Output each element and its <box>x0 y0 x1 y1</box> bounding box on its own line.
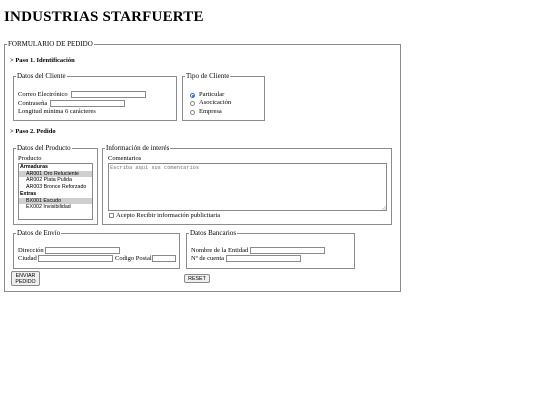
address-label: Dirección <box>18 247 44 254</box>
postal-code-field[interactable] <box>152 255 176 262</box>
radio-empresa[interactable] <box>190 110 195 115</box>
product-group-extras: Extras <box>20 190 37 197</box>
product-option[interactable]: AR001 Oro Reluciente <box>19 171 92 178</box>
product-option[interactable]: AR003 Bronce Reforzado <box>26 184 87 191</box>
product-listbox[interactable] <box>18 163 93 220</box>
product-legend: Datos del Producto <box>17 144 71 152</box>
password-hint: Longitud mínima 6 carácteres <box>18 108 96 115</box>
reset-button[interactable]: RESET <box>184 274 210 283</box>
radio-asociacion-label: Asocicación <box>199 99 232 106</box>
product-group-armaduras: Armaduras <box>20 164 48 170</box>
product-label: Producto <box>18 155 42 162</box>
city-label: Ciudad <box>18 255 37 262</box>
radio-empresa-label: Empresa <box>199 108 222 115</box>
client-data-legend: Datos del Cliente <box>17 72 66 80</box>
publicity-label: Acepto Recibir información publicitaria <box>116 212 221 219</box>
submit-button-label-line1: ENVIAR <box>15 273 36 279</box>
radio-asociacion[interactable] <box>190 101 195 106</box>
publicity-checkbox[interactable] <box>109 213 114 218</box>
info-legend: Información de interés <box>106 144 170 152</box>
comments-label: Comentarios <box>108 155 142 162</box>
client-type-legend: Tipo de Cliente <box>186 72 230 80</box>
step2-title: > Paso 2. Pedido <box>10 128 56 135</box>
postal-code-label: Codigo Postal <box>115 255 152 262</box>
page-title: INDUSTRIAS STARFUERTE <box>4 9 204 25</box>
entity-field[interactable] <box>250 247 325 254</box>
address-field[interactable] <box>45 247 120 254</box>
step1-title: > Paso 1. Identificación <box>10 57 75 64</box>
password-field[interactable] <box>50 100 125 107</box>
radio-particular[interactable] <box>190 93 195 98</box>
shipping-legend: Datos de Envío <box>17 229 61 237</box>
submit-order-button[interactable] <box>11 271 40 286</box>
email-label: Correo Electrónico <box>18 91 68 98</box>
entity-label: Nombre de la Entidad <box>191 247 249 254</box>
account-label: Nº de cuenta <box>191 255 225 262</box>
product-option[interactable]: AR002 Plata Pulida <box>26 177 72 184</box>
email-field[interactable] <box>71 91 146 98</box>
radio-particular-label: Particular <box>199 91 225 98</box>
order-form-legend: FORMULARIO DE PEDIDO <box>8 40 93 48</box>
password-label: Contraseña <box>18 100 48 107</box>
comments-textarea[interactable] <box>108 163 387 211</box>
account-field[interactable] <box>226 255 301 262</box>
product-option[interactable]: EX002 Invisibilidad <box>26 204 71 211</box>
textarea-resize-handle[interactable] <box>382 206 386 210</box>
city-field[interactable] <box>38 255 113 262</box>
product-option[interactable]: BX001 Escudo <box>19 198 92 205</box>
submit-button-label-line2: PEDIDO <box>15 279 36 285</box>
bank-legend: Datos Bancarios <box>190 229 237 237</box>
